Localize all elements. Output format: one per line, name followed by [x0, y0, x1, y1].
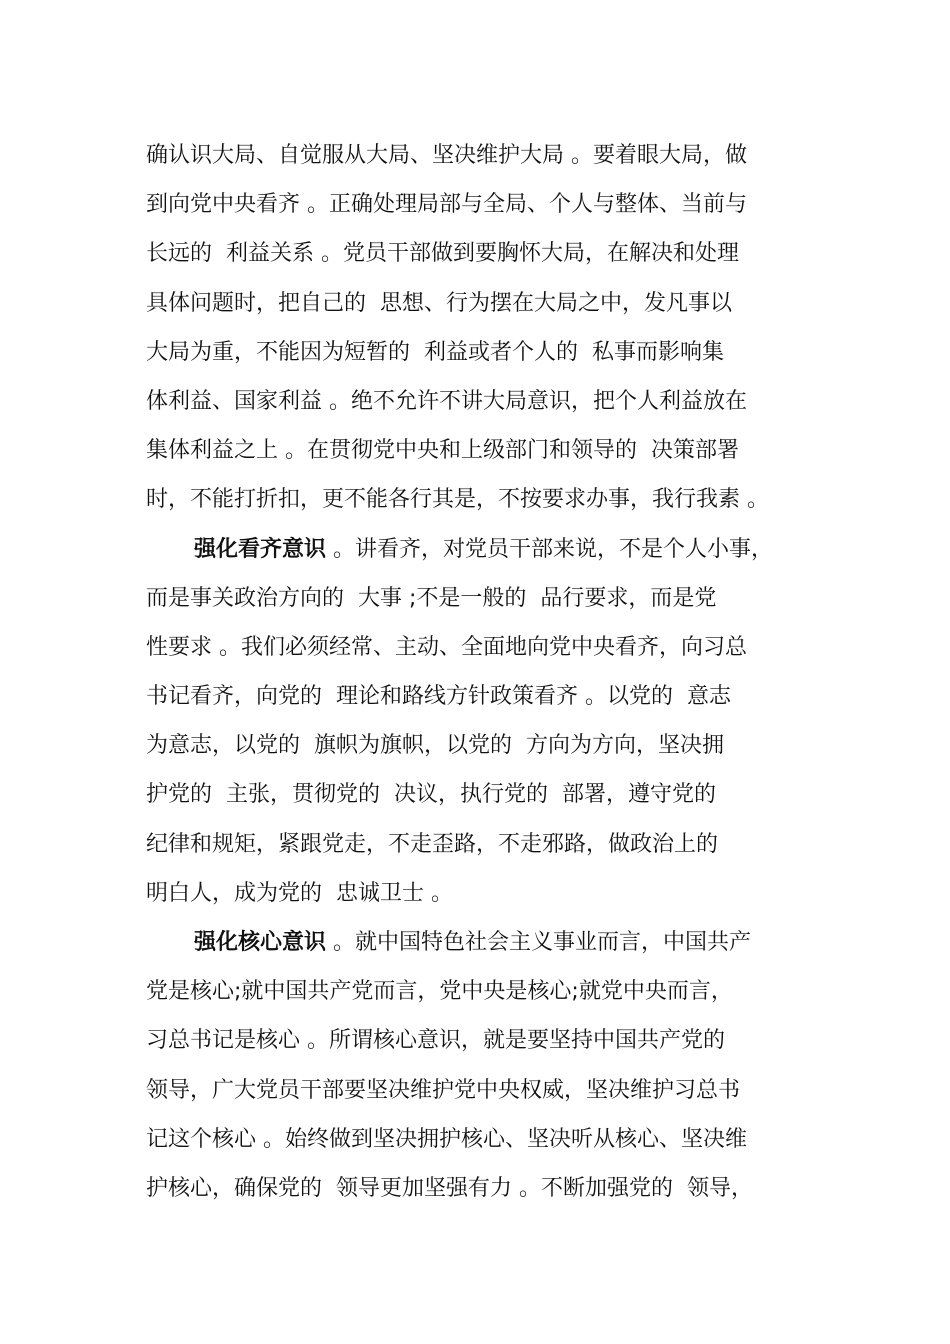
- text-line: 长远的 利益关系 。党员干部做到要胸怀大局，在解决和处理: [146, 241, 739, 267]
- text-line: 明白人，成为党的 忠诚卫士 。: [146, 880, 453, 906]
- text-run: 。就中国特色社会主义事业而言，中国共产: [326, 930, 752, 955]
- text-line: 性要求 。我们必须经常、主动、全面地向党中央看齐，向习总: [146, 634, 747, 660]
- text-line: 领导，广大党员干部要坚决维护党中央权威，坚决维护习总书: [146, 1077, 741, 1103]
- paragraph-start-line: [146, 918, 846, 967]
- section-heading: 强化核心意识: [194, 930, 327, 955]
- text-line: 书记看齐，向党的 理论和路线方针政策看齐 。以党的 意志: [146, 684, 731, 710]
- text-line: 护党的 主张，贯彻党的 决议，执行党的 部署，遵守党的: [146, 782, 716, 808]
- text-line: 具体问题时，把自己的 思想、行为摆在大局之中，发凡事以: [146, 290, 732, 316]
- text-line: 确认识大局、自觉服从大局、坚决维护大局 。要着眼大局，做: [146, 143, 747, 168]
- paragraph-start-line: [146, 525, 846, 574]
- body-text: [146, 131, 846, 1213]
- text-line: 体利益、国家利益 。绝不允许不讲大局意识，把个人利益放在: [146, 388, 747, 414]
- text-line: 集体利益之上 。在贯彻党中央和上级部门和领导的 决策部署: [146, 438, 739, 464]
- text-line: 而是事关政治方向的 大事 ;不是一般的 品行要求，而是党: [146, 585, 717, 611]
- text-line: 到向党中央看齐 。正确处理局部与全局、个人与整体、当前与: [146, 192, 747, 218]
- text-line: 党是核心;就中国共产党而言，党中央是核心;就党中央而言，: [146, 979, 733, 1005]
- text-line: 记这个核心 。始终做到坚决拥护核心、坚决听从核心、坚决维: [146, 1126, 747, 1152]
- text-line: 习总书记是核心 。所谓核心意识，就是要坚持中国共产党的: [146, 1028, 725, 1054]
- section-heading: 强化看齐意识: [194, 536, 327, 562]
- text-line: 大局为重，不能因为短暂的 利益或者个人的 私事而影响集: [146, 339, 724, 365]
- text-line: 时，不能打折扣，更不能各行其是，不按要求办事，我行我素 。: [146, 487, 769, 513]
- text-run: 。讲看齐，对党员干部来说，不是个人小事，: [326, 536, 774, 562]
- text-line: 护核心，确保党的 领导更加坚强有力 。不断加强党的 领导，: [146, 1175, 753, 1201]
- text-line: 纪律和规矩，紧跟党走，不走歪路，不走邪路，做政治上的: [146, 831, 719, 857]
- text-line: 为意志，以党的 旗帜为旗帜，以党的 方向为方向，坚决拥: [146, 733, 724, 759]
